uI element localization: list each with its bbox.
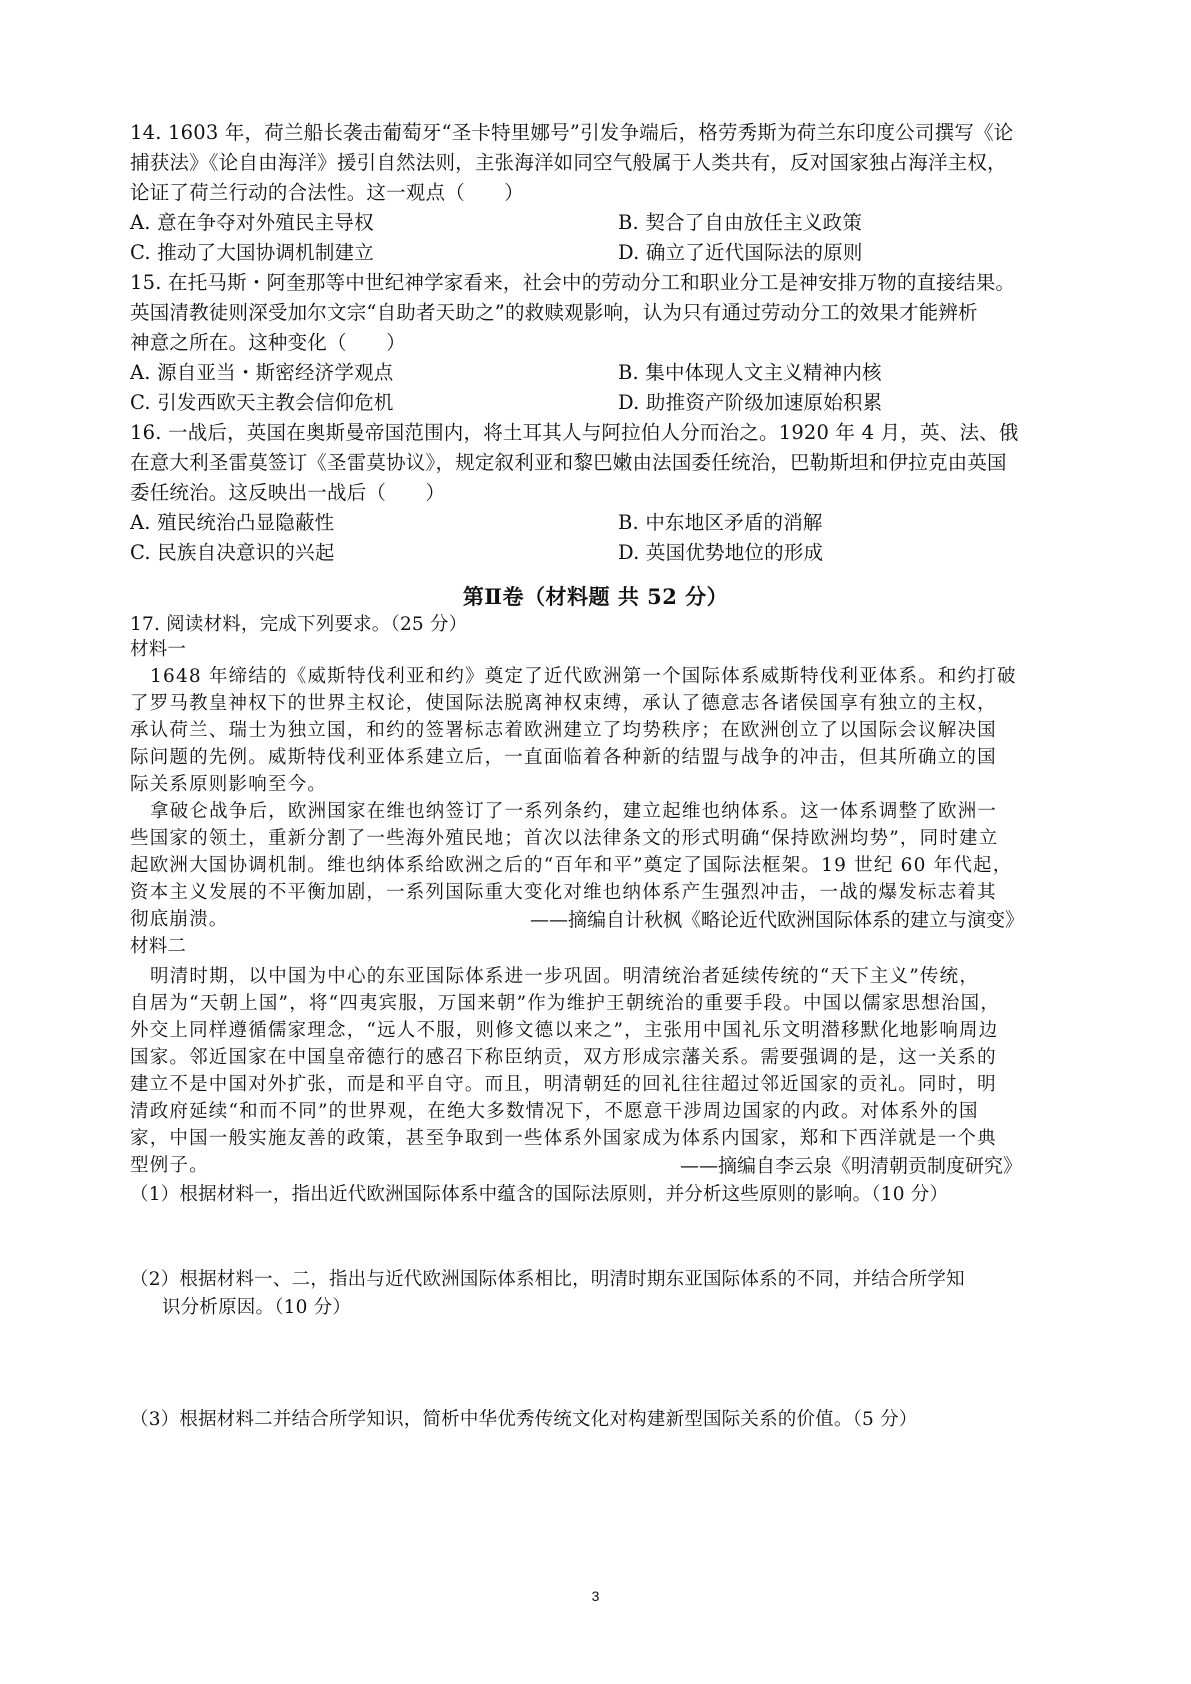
sub-question-3: （3）根据材料二并结合所学知识，简析中华优秀传统文化对构建新型国际关系的价值。（5 分） [130, 1409, 918, 1430]
q14-option-d: D. 确立了近代国际法的原则 [618, 241, 863, 264]
material2-line: 清政府延续“和而不同”的世界观，在绝大多数情况下，不愿意干涉周边国家的内政。对体系外的国 [130, 1101, 979, 1122]
q15-option-a: A. 源自亚当・斯密经济学观点 [130, 361, 394, 384]
material1-line: 些国家的领土，重新分割了一些海外殖民地；首次以法律条文的形式明确“保持欧洲均势”，同时建立 [130, 828, 999, 849]
material1-label: 材料一 [130, 639, 187, 660]
q14-option-b: B. 契合了自由放任主义政策 [618, 211, 863, 234]
q14-stem-line-2: 捕获法》《论自由海洋》援引自然法则，主张海洋如同空气般属于人类共有，反对国家独占海洋主权， [130, 151, 1007, 174]
q15-option-c: C. 引发西欧天主教会信仰危机 [130, 391, 394, 414]
material1-line: 了罗马教皇神权下的世界主权论，使国际法脱离神权束缚，承认了德意志各诸侯国享有独立的主权， [130, 693, 997, 714]
sub-question-2-line-2: 识分析原因。（10 分） [162, 1297, 352, 1318]
material1-line: 彻底崩溃。 [130, 909, 229, 930]
material2-label: 材料二 [130, 936, 187, 957]
material1-line: 际问题的先例。威斯特伐利亚体系建立后，一直面临着各种新的结盟与战争的冲击，但其所确立的国 [130, 747, 997, 768]
q15-stem-line-1: 15. 在托马斯・阿奎那等中世纪神学家看来，社会中的劳动分工和职业分工是神安排万物的直接结果。 [130, 271, 1016, 294]
material1-line: 际关系原则影响至今。 [130, 774, 328, 795]
q17-heading: 17. 阅读材料，完成下列要求。（25 分） [130, 614, 468, 635]
q14-option-a: A. 意在争夺对外殖民主导权 [130, 211, 374, 234]
page-number: 3 [591, 1588, 600, 1604]
q16-stem-line-2: 在意大利圣雷莫签订《圣雷莫协议》，规定叙利亚和黎巴嫩由法国委任统治，巴勒斯坦和伊拉克由英国 [130, 451, 1007, 474]
material2-line: 外交上同样遵循儒家理念，“远人不服，则修文德以来之”，主张用中国礼乐文明潜移默化地影响周边 [130, 1020, 999, 1041]
q16-option-d: D. 英国优势地位的形成 [618, 541, 824, 564]
q16-option-c: C. 民族自决意识的兴起 [130, 541, 335, 564]
material2-source: ——摘编自李云泉《明清朝贡制度研究》 [680, 1155, 1023, 1177]
q16-option-b: B. 中东地区矛盾的消解 [618, 511, 823, 534]
q14-stem-line-1: 14. 1603 年，荷兰船长袭击葡萄牙“圣卡特里娜号”引发争端后，格劳秀斯为荷兰东印度公司撰写《论 [130, 121, 1014, 144]
material2-line: 明清时期，以中国为中心的东亚国际体系进一步巩固。明清统治者延续传统的“天下主义”传统， [150, 966, 980, 987]
q16-stem-line-3: 委任统治。这反映出一战后（ ） [130, 481, 446, 504]
material1-line: 承认荷兰、瑞士为独立国，和约的签署标志着欧洲建立了均势秩序；在欧洲创立了以国际会议解决国 [130, 720, 997, 741]
q14-stem-line-3: 论证了荷兰行动的合法性。这一观点（ ） [130, 181, 525, 204]
q16-option-a: A. 殖民统治凸显隐蔽性 [130, 511, 335, 534]
q14-option-c: C. 推动了大国协调机制建立 [130, 241, 374, 264]
material1-line: 1648 年缔结的《威斯特伐利亚和约》奠定了近代欧洲第一个国际体系威斯特伐利亚体系。和约打破 [150, 666, 1017, 687]
q15-option-b: B. 集中体现人文主义精神内核 [618, 361, 882, 384]
material2-line: 自居为“天朝上国”，将“四夷宾服，万国来朝”作为维护王朝统治的重要手段。中国以儒家思想治国， [130, 993, 1001, 1014]
material1-line: 拿破仑战争后，欧洲国家在维也纳签订了一系列条约，建立起维也纳体系。这一体系调整了欧洲一 [150, 801, 998, 822]
material2-line: 国家。邻近国家在中国皇帝德行的感召下称臣纳贡，双方形成宗藩关系。需要强调的是，这一关系的 [130, 1047, 997, 1068]
material1-line: 起欧洲大国协调机制。维也纳体系给欧洲之后的“百年和平”奠定了国际法框架。19 世纪 60 年代起， [130, 855, 1013, 876]
sub-question-1: （1）根据材料一，指出近代欧洲国际体系中蕴含的国际法原则，并分析这些原则的影响。（10 分） [130, 1184, 949, 1205]
material2-line: 家，中国一般实施友善的政策，甚至争取到一些体系外国家成为体系内国家，郑和下西洋就是一个典 [130, 1128, 997, 1149]
q16-stem-line-1: 16. 一战后，英国在奥斯曼帝国范围内，将土耳其人与阿拉伯人分而治之。1920 年 4 月，英、法、俄 [130, 421, 1019, 444]
q15-stem-line-2: 英国清教徒则深受加尔文宗“自助者天助之”的救赎观影响，认为只有通过劳动分工的效果才能辨析 [130, 301, 978, 324]
material1-source: ——摘编自计秋枫《略论近代欧洲国际体系的建立与演变》 [530, 909, 1025, 931]
section-title: 第Ⅱ卷（材料题 共 52 分） [462, 584, 729, 609]
q15-option-d: D. 助推资产阶级加速原始积累 [618, 391, 883, 414]
q15-stem-line-3: 神意之所在。这种变化（ ） [130, 331, 406, 354]
sub-question-2-line-1: （2）根据材料一、二，指出与近代欧洲国际体系相比，明清时期东亚国际体系的不同，并结合所学知 [130, 1269, 965, 1290]
material2-line: 型例子。 [130, 1155, 209, 1176]
material1-line: 资本主义发展的不平衡加剧，一系列国际重大变化对维也纳体系产生强烈冲击，一战的爆发标志着其 [130, 882, 997, 903]
material2-line: 建立不是中国对外扩张，而是和平自守。而且，明清朝廷的回礼往往超过邻近国家的贡礼。同时，明 [130, 1074, 997, 1095]
